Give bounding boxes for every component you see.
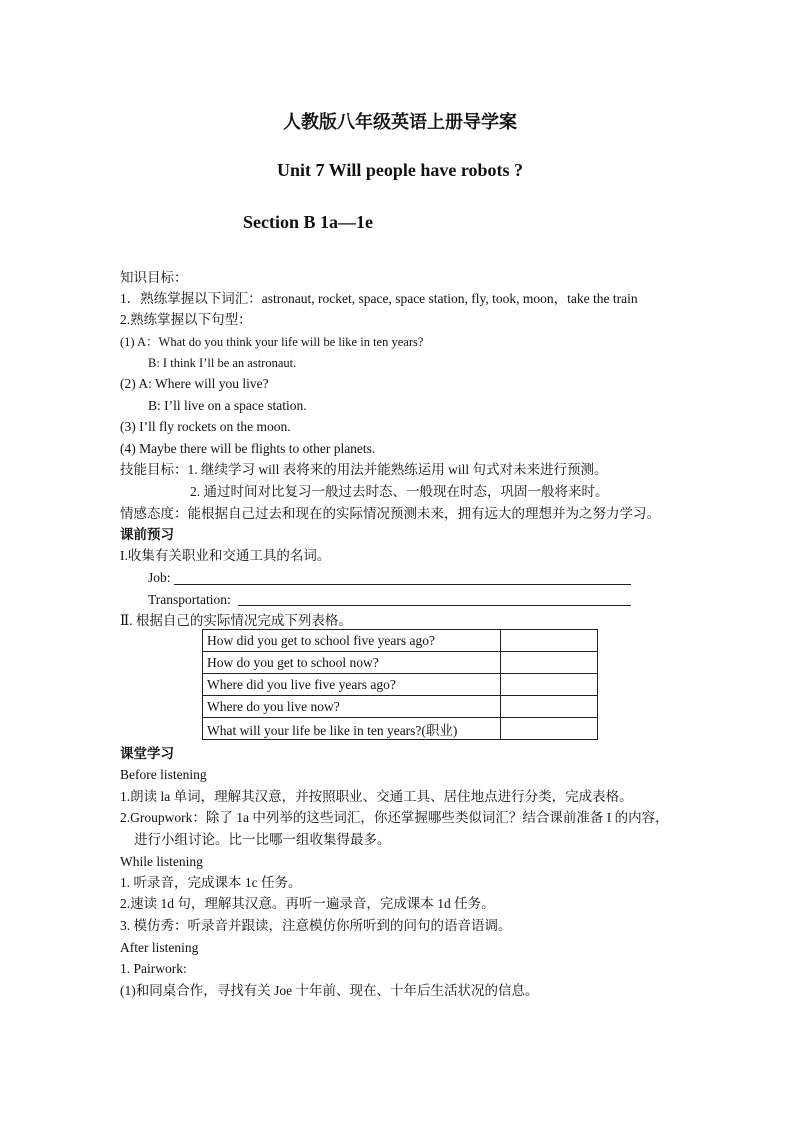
before-task-2: 2.Groupwork：除了 1a 中列举的这些词汇，你还掌握哪些类似词汇？结合课前准备 I 的内容， xyxy=(120,810,669,825)
preview-part-2: Ⅱ. 根据自己的实际情况完成下列表格。 xyxy=(120,613,352,628)
table-row xyxy=(203,718,598,740)
while-task-2: 2.速读 1d 句，理解其汉意。再听一遍录音，完成课本 1d 任务。 xyxy=(120,896,495,911)
before-task-2-continued: 进行小组讨论。比一比哪一组收集得最多。 xyxy=(134,832,391,847)
after-task-1: 1. Pairwork: xyxy=(120,961,187,976)
table-row xyxy=(203,652,598,674)
while-listening-heading: While listening xyxy=(120,854,203,869)
goal-sentences: 2.熟练掌握以下句型： xyxy=(120,312,252,327)
classroom-heading: 课堂学习 xyxy=(120,746,174,761)
skill-goal-1: 技能目标：1. 继续学习 will 表将来的用法并能熟练运用 will 句式对未来进行预测。 xyxy=(120,462,608,477)
attitude-goal: 情感态度：能根据自己过去和现在的实际情况预测未来，拥有远大的理想并为之努力学习。 xyxy=(120,506,660,521)
job-answer-line[interactable] xyxy=(174,584,631,585)
after-listening-heading: After listening xyxy=(120,940,199,955)
table-question: Where do you live now? xyxy=(203,696,501,718)
table-question: Where did you live five years ago? xyxy=(203,674,501,696)
after-task-1-sub: (1)和同桌合作，寻找有关 Joe 十年前、现在、十年后生活状况的信息。 xyxy=(120,983,539,998)
table-answer-cell[interactable] xyxy=(501,718,598,740)
table-question: How do you get to school now? xyxy=(203,652,501,674)
table-row xyxy=(203,674,598,696)
sentence-3: (3) I’ll fly rockets on the moon. xyxy=(120,419,291,434)
transportation-label: Transportation: xyxy=(148,592,231,607)
table-question: How did you get to school five years ago? xyxy=(203,630,501,652)
table-answer-cell[interactable] xyxy=(501,630,598,652)
document-title: 人教版八年级英语上册导学案 xyxy=(283,112,517,132)
sentence-2a: (2) A: Where will you live? xyxy=(120,376,269,391)
unit-title: Unit 7 Will people have robots ? xyxy=(276,160,524,180)
sentence-1a: (1) A：What do you think your life will be like in ten years? xyxy=(120,335,424,349)
before-listening-heading: Before listening xyxy=(120,767,207,782)
job-label: Job: xyxy=(148,570,171,585)
while-task-1: 1. 听录音，完成课本 1c 任务。 xyxy=(120,875,302,890)
table-answer-cell[interactable] xyxy=(501,652,598,674)
skill-goal-2: 2. 通过时间对比复习一般过去时态、一般现在时态，巩固一般将来时。 xyxy=(190,484,609,499)
table-row xyxy=(203,630,598,652)
goal-vocabulary: 1．熟练掌握以下词汇：astronaut, rocket, space, space station, fly, took, moon，take the train xyxy=(120,291,638,306)
knowledge-heading: 知识目标： xyxy=(120,270,188,285)
table-row xyxy=(203,696,598,718)
preview-heading: 课前预习 xyxy=(120,527,174,542)
survey-table xyxy=(202,629,598,740)
sentence-4: (4) Maybe there will be flights to other planets. xyxy=(120,441,376,456)
sentence-2b: B: I’ll live on a space station. xyxy=(148,398,307,413)
section-title: Section B 1a—1e xyxy=(243,212,373,232)
table-question: What will your life be like in ten years?(职业) xyxy=(203,718,501,740)
while-task-3: 3. 模仿秀：听录音并跟读，注意模仿你所听到的问句的语音语调。 xyxy=(120,918,512,933)
transportation-answer-line[interactable] xyxy=(238,605,631,606)
table-answer-cell[interactable] xyxy=(501,674,598,696)
before-task-1: 1.朗读 la 单词，理解其汉意，并按照职业、交通工具、居住地点进行分类，完成表格。 xyxy=(120,789,633,804)
sentence-1b: B: I think I’ll be an astronaut. xyxy=(148,356,297,370)
table-answer-cell[interactable] xyxy=(501,696,598,718)
preview-part-1: I.收集有关职业和交通工具的名词。 xyxy=(120,548,331,563)
